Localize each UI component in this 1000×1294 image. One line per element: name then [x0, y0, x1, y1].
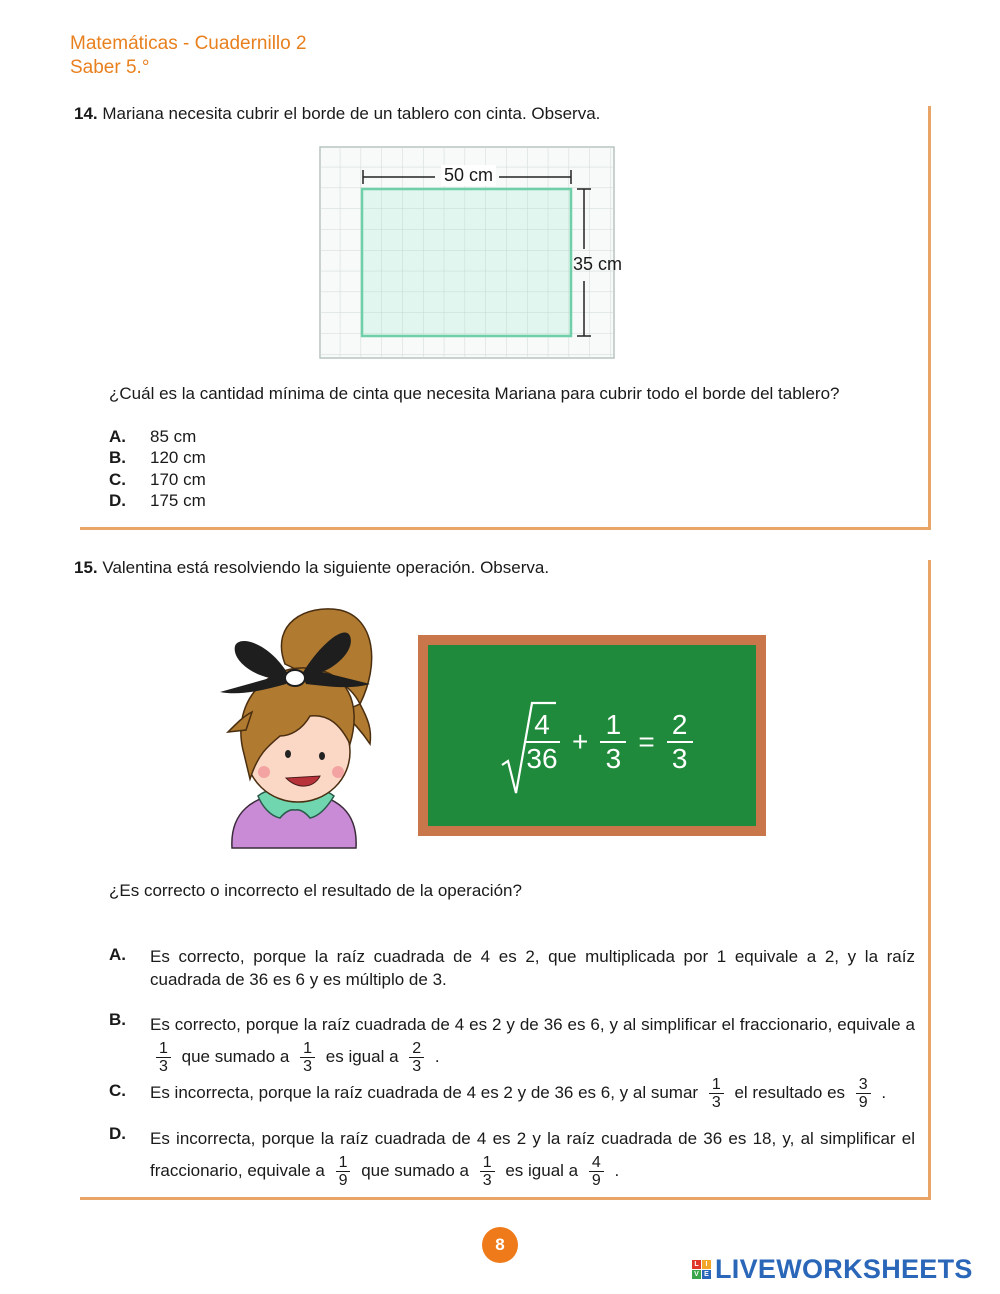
- q14-options: [109, 426, 206, 512]
- q15-option-c[interactable]: C. Es incorrecta, porque la raíz cuadrada de 4 es 2 y de 36 es 6, y al sumar $\frac{1}{3}$ el resultado es $\frac{3}{9}$ .: [109, 1076, 887, 1111]
- q15-frame-right: [928, 560, 931, 1200]
- q14-frame-right: [928, 106, 931, 530]
- q14-statement-line: [74, 104, 600, 124]
- fraction: $\frac{3}{9}$: [856, 1076, 871, 1111]
- board-rad-numerator: 4: [534, 709, 550, 740]
- q14-option-c[interactable]: [109, 469, 206, 491]
- option-text: 120 cm: [150, 448, 206, 468]
- option-text: 85 cm: [150, 426, 197, 446]
- option-text: 175 cm: [150, 491, 206, 511]
- option-letter: C.: [109, 469, 126, 489]
- q15-option-d[interactable]: D. Es incorrecta, porque la raíz cuadrada de 4 es 2 y la raíz cuadrada de 36 es 18, y, al simplificar el fraccionario, equivale a $\frac{1}{9}$ que sumado a $\frac{1}{3}$ es igual a $\frac{4}{9}$ .: [109, 1124, 915, 1189]
- board-plus: +: [572, 726, 589, 757]
- liveworksheets-brand[interactable]: [692, 1254, 973, 1285]
- option-text: Es correcto, porque la raíz cuadrada de 4 es 2 y de 36 es 6, y al simplificar el fraccionario, equivale a: [150, 1015, 915, 1034]
- option-letter: A.: [109, 945, 126, 964]
- header-grade: Saber 5.°: [70, 57, 150, 78]
- q15-statement-line: [74, 558, 549, 578]
- width-label: 50 cm: [441, 165, 496, 186]
- girl-illustration: [210, 604, 380, 850]
- board-rad-denominator: 36: [526, 743, 558, 774]
- q15-option-a[interactable]: [109, 945, 915, 991]
- q15-statement: Valentina está resolviendo la siguiente operación. Observa.: [102, 558, 550, 577]
- option-text: Es incorrecta, porque la raíz cuadrada de 4 es 2 y de 36 es 6, y al sumar: [150, 1082, 699, 1102]
- option-text: es igual a: [505, 1160, 579, 1180]
- option-letter: B.: [109, 448, 126, 468]
- bow-icon: [220, 641, 288, 693]
- q15-number: 15.: [74, 558, 98, 577]
- chalkboard: [418, 635, 766, 836]
- fraction: $\frac{1}{3}$: [709, 1076, 724, 1111]
- q14-question: ¿Cuál es la cantidad mínima de cinta que necesita Mariana para cubrir todo el borde del tablero?: [109, 384, 840, 403]
- q15-question: ¿Es correcto o incorrecto el resultado de la operación?: [109, 881, 522, 900]
- fraction: $\frac{4}{9}$: [589, 1154, 604, 1189]
- liveworksheets-logo-icon: L I V E: [692, 1260, 711, 1279]
- board-add-numerator: 1: [605, 709, 622, 740]
- option-text: que sumado a: [361, 1160, 469, 1180]
- q14-option-a[interactable]: [109, 426, 206, 448]
- page-number: 8: [482, 1227, 518, 1263]
- option-text: que sumado a: [181, 1046, 290, 1066]
- page-header: [70, 32, 307, 80]
- board-add-denominator: 3: [605, 743, 622, 774]
- fraction: $\frac{1}{3}$: [156, 1040, 171, 1075]
- board-result-numerator: 2: [671, 709, 688, 740]
- q14-option-d[interactable]: [109, 491, 206, 513]
- option-letter: D.: [109, 1124, 126, 1143]
- option-text: Es incorrecta, porque la raíz cuadrada de 4 es 2 y la raíz cuadrada de 36 es 18, y, al simplificar el fraccionario, equivale a: [150, 1129, 915, 1180]
- board-result-denominator: 3: [671, 743, 688, 774]
- option-letter: C.: [109, 1081, 126, 1100]
- option-text: Es correcto, porque la raíz cuadrada de 4 es 2, que multiplicada por 1 equivale a 2, y la raíz cuadrada de 36 es 6 y es múltiplo de 3.: [150, 947, 915, 989]
- header-subject: Matemáticas - Cuadernillo 2: [70, 33, 307, 54]
- q15-frame-bottom: [80, 1197, 931, 1200]
- option-text: 170 cm: [150, 469, 206, 489]
- q15-option-b[interactable]: B. Es correcto, porque la raíz cuadrada de 4 es 2 y de 36 es 6, y al simplificar el fraccionario, equivale a $\frac{1}{3}$ que sumado a $\frac{1}{3}$ es igual a $\frac{2}{3}$ .: [109, 1010, 915, 1075]
- option-letter: B.: [109, 1010, 126, 1029]
- option-letter: A.: [109, 426, 126, 446]
- fraction: $\frac{2}{3}$: [409, 1040, 424, 1075]
- fraction: $\frac{1}{9}$: [336, 1154, 351, 1189]
- fraction: $\frac{1}{3}$: [300, 1040, 315, 1075]
- q14-number: 14.: [74, 104, 98, 123]
- height-label: 35 cm: [573, 254, 623, 274]
- q14-statement: Mariana necesita cubrir el borde de un tablero con cinta. Observa.: [102, 104, 601, 123]
- option-text: el resultado es: [734, 1082, 846, 1102]
- option-letter: D.: [109, 491, 126, 511]
- fraction: $\frac{1}{3}$: [480, 1154, 495, 1189]
- brand-name: LIVEWORKSHEETS: [715, 1254, 973, 1284]
- q14-frame-bottom: [80, 527, 931, 530]
- board-equals: =: [638, 726, 655, 757]
- board-rectangle: [362, 189, 571, 336]
- option-text: es igual a: [325, 1046, 399, 1066]
- q14-option-b[interactable]: [109, 448, 206, 470]
